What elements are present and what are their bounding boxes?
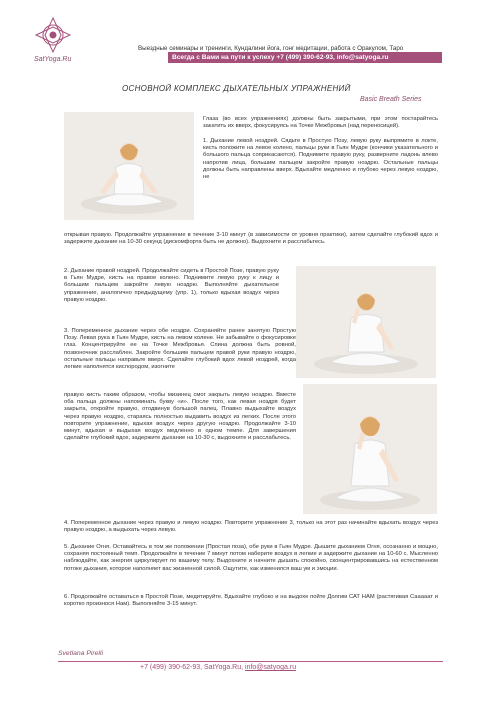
footer-email-link[interactable]: info@satyoga.ru — [245, 664, 297, 671]
exercise-6-text: 6. Продолжайте оставаться в Простой Позе, медитируйте. Вдыхайте глубоко и на выдохе пойте Долгим САТ НАМ (растягивая Сааааат и коротко произнося Нам). Выполняйте 3-15 минут. — [64, 594, 438, 608]
logo-icon — [30, 14, 76, 56]
photo-easy-pose — [64, 112, 194, 220]
photo-mudra-breathing — [303, 384, 437, 514]
intro-text: Глаза (во всех упражнениях) должны быть закрытыми, при этом постарайтесь закатить их вверх, фокусируясь на Точке Межбровья (над переносицей). — [203, 116, 438, 130]
footer-contacts — [140, 664, 296, 671]
footer-divider — [58, 661, 443, 662]
exercise-1-text: 1. Дыхание левой ноздрей. Сядьте в Простую Позу, левую руку выпрямите в локте, кисть положите на левое колено, пальцы руки в Гьян Мудре (кончики указательного и большого пальца соприкасаются). Поднимите правую руку, разверните ладонь влево напротив лица, большим пальцем закройте правую ноздрю. Остальные пальцы должны быть направлены вверх. Вдыхайте медленно и глубоко через левую ноздрю, не — [203, 138, 438, 181]
page-subtitle: Basic Breath Series — [360, 96, 422, 103]
exercise-4-text: 4. Попеременное дыхание через правую и левую ноздрю. Повторите упражнение 3, только на этот раз начинайте вдыхать воздух через правую ноздрю, а выдыхать через левую. — [64, 520, 438, 534]
header-services: Выездные семинары и тренинги, Кундалини йога, гонг медитации, работа с Оракулом, Таро — [138, 45, 404, 52]
exercise-3-text: 3. Попеременное дыхание через обе ноздри. Сохраняйте ранее занятую Простую Позу. Левая рука в Гьян Мудре, кисть на левом колене. Не забывайте о фокусировке глаз. Концентрируйте ее на Точке Межбровья. Спина должна быть ровной, позвоночник расслаблен. Закройте большим пальцем правой руки правую ноздрю, остальные пальцы направьте вверх. Сделайте глубокий вдох левой ноздрей, когда легкие наполнятся кислородом, изогните — [64, 328, 296, 371]
exercise-3-continued: правую кисть таким образом, чтобы мизинец смог закрыть левую ноздрю. Вместе оба пальца должны напоминать букву «и». После того, как левая ноздря будет закрыта, откройте правую, отодвинув большой палец. Плавно выдыхайте воздух через правую ноздрю, стараясь полностью выдавить воздух из легких. После этого повторите упражнение, вдыхая воздух через другую ноздрю. Продолжайте 3-10 минут, вдыхая и выдыхая воздух медленно в одном темпе. Для завершения сделайте глубокий вдох, задержите дыхание на 10-30 с, выдохните и расслабьтесь. — [64, 392, 296, 442]
exercise-1-continued: открывая правую. Продолжайте упражнение в течение 3-10 минут (в зависимости от уровня практики), затем сделайте глубокий вдох и задержите дыхание на 10-30 секунд (дискомфорта быть не должно). Выдохните и расслабьтесь. — [64, 232, 438, 246]
photo-nostril-breathing — [296, 266, 436, 378]
page-title: ОСНОВНОЙ КОМПЛЕКС ДЫХАТЕЛЬНЫХ УПРАЖНЕНИЙ — [122, 84, 351, 93]
footer-phone-site: +7 (499) 390-62-93, SatYoga.Ru, — [140, 664, 246, 671]
exercise-2-text: 2. Дыхание правой ноздрей. Продолжайте сидеть в Простой Позе, правую руку в Гьян Мудре, кисть на правое колено. Поднимите левую руку к лицу и большим пальцем закройте левую ноздрю. Выполняйте дыхательное упражнение, аналогично предыдущему (упр. 1), только вдыхая воздух через правую ноздрю. — [64, 268, 279, 303]
exercise-5-text: 5. Дыхание Огня. Оставайтесь в том же положении (Простая поза), обе руки в Гьян Мудре. Дышите дыханием Огня, осознанно и мощно, сохраняя постоянный темп. Продолжайте в течение 7 минут потом наберите воздух в легкие и задержите дыхание на 10-60 с. Мысленно наблюдайте, как энергия циркулирует по вашему телу. Выдохните и начните дышать спокойно, сконцентрировавшись на естественном потоке дыхания, которое наполняет вас жизненной силой. Ощутите, как изменился ваш ум и эмоции. — [64, 544, 438, 572]
footer-author: Svetlana Pirelli — [58, 650, 103, 657]
header-banner: Всегда с Вами на пути к успеху +7 (499) 390-62-93, info@satyoga.ru — [168, 52, 442, 63]
logo-text: SatYoga.Ru — [34, 56, 72, 63]
